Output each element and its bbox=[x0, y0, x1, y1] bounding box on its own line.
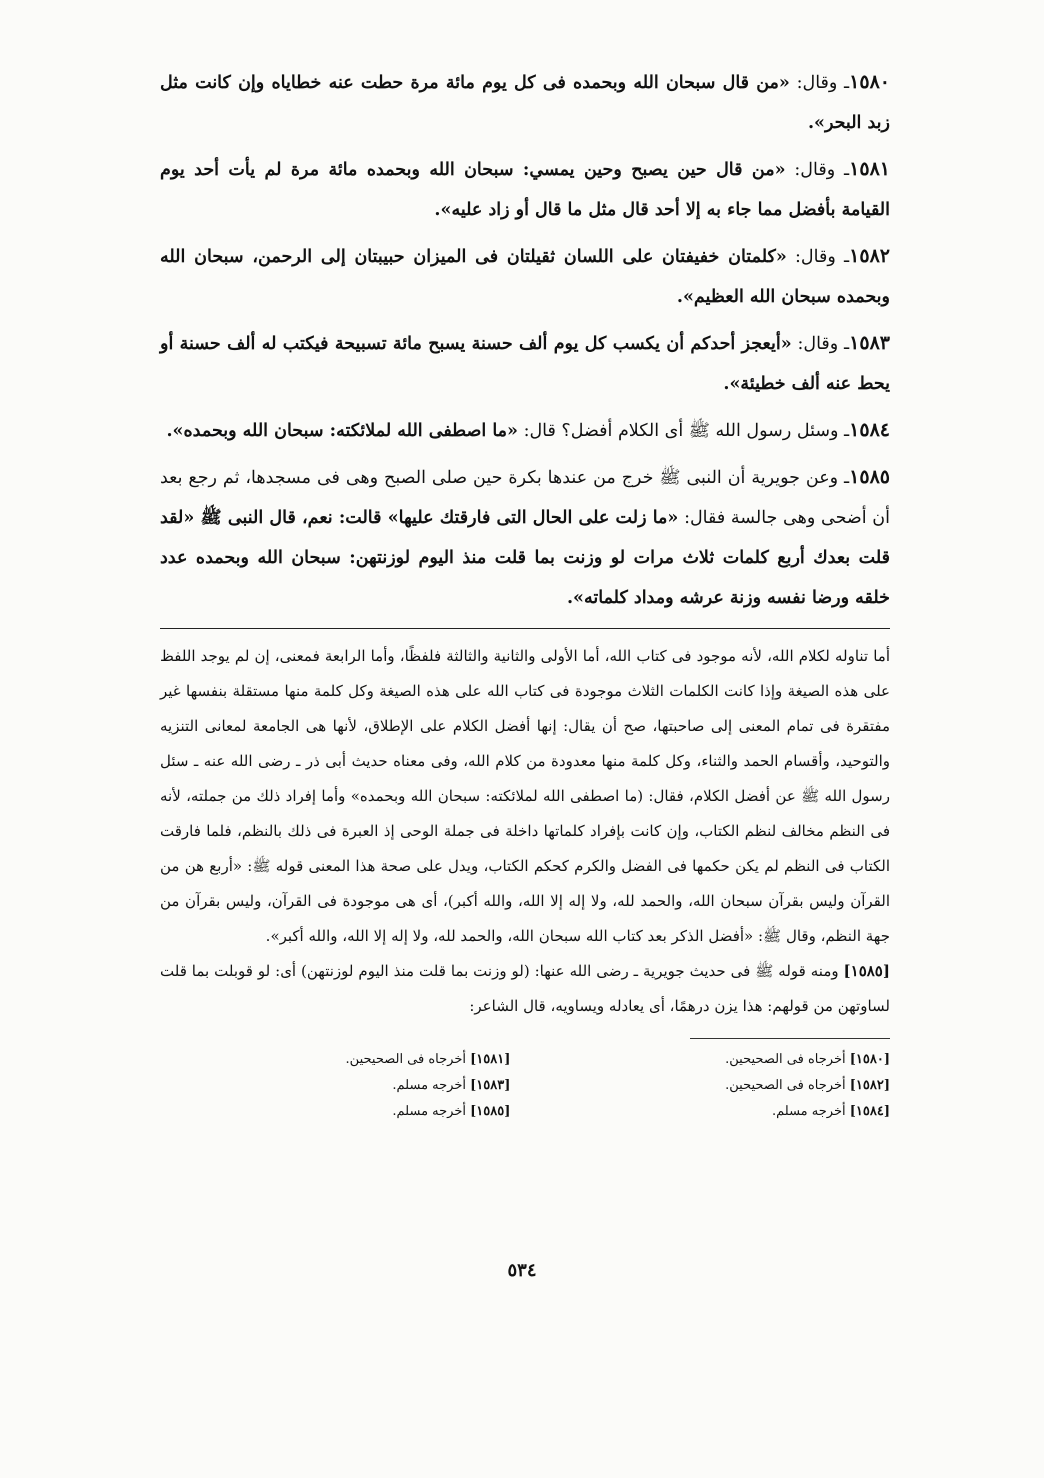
commentary-paragraph bbox=[160, 954, 890, 1024]
footnote-divider bbox=[690, 1038, 890, 1039]
footnote-text: أخرجاه فى الصحيحين. bbox=[725, 1078, 846, 1093]
footnote-text: أخرجاه فى الصحيحين. bbox=[725, 1052, 846, 1067]
footnote-ref: [١٥٨٥] bbox=[470, 1104, 511, 1119]
hadith-number: ١٥٨٣ bbox=[849, 332, 890, 354]
footnote bbox=[540, 1073, 890, 1099]
hadith-text: «أيعجز أحدكم أن يكسب كل يوم ألف حسنة يسبح مائة تسبيحة فيكتب له ألف حسنة أو يحط عنه ألف خطيئة». bbox=[160, 334, 890, 394]
hadith-number: ١٥٨٤ bbox=[849, 419, 890, 441]
hadith-1584 bbox=[160, 410, 890, 451]
hadith-number: ١٥٨٢ bbox=[849, 245, 890, 267]
footnote-text: أخرجه مسلم. bbox=[392, 1104, 466, 1119]
hadith-intro: ـ وقال: bbox=[794, 160, 850, 180]
footnotes bbox=[160, 1047, 890, 1125]
footnotes-left-column bbox=[160, 1047, 510, 1125]
footnote-ref: [١٥٨٢] bbox=[849, 1078, 890, 1093]
hadith-intro: ـ وعن جويرية أن النبى ﷺ خرج من عندها بكرة حين صلى الصبح وهى فى مسجدها، ثم رجع بعد أن أضحى وهى جالسة فقال: bbox=[160, 468, 890, 528]
hadith-intro: ـ وقال: bbox=[797, 334, 850, 354]
hadith-number: ١٥٨١ bbox=[849, 158, 890, 180]
hadith-1583 bbox=[160, 323, 890, 404]
section-divider bbox=[160, 628, 890, 629]
page-body bbox=[160, 62, 890, 1125]
commentary bbox=[160, 639, 890, 1024]
hadith-1582 bbox=[160, 236, 890, 317]
hadith-intro: ـ وسئل رسول الله ﷺ أى الكلام أفضل؟ قال: bbox=[523, 421, 850, 441]
hadith-text: «ما اصطفى الله لملائكته: سبحان الله وبحمده». bbox=[166, 421, 518, 441]
footnote bbox=[160, 1073, 510, 1099]
hadith-1581 bbox=[160, 149, 890, 230]
hadith-number: ١٥٨٥ bbox=[849, 466, 890, 488]
footnotes-right-column bbox=[540, 1047, 890, 1125]
hadith-intro: ـ وقال: bbox=[795, 247, 850, 267]
page-number: ٥٣٤ bbox=[507, 1260, 537, 1281]
hadith-1585 bbox=[160, 457, 890, 618]
hadith-number: ١٥٨٠ bbox=[849, 71, 890, 93]
hadith-text: «ما زلت على الحال التى فارقتك عليها» قالت: نعم، قال النبى ﷺ «لقد قلت بعدك أربع كلمات ثلاث مرات لو وزنت بما قلت منذ اليوم لوزنتهن: سبحان الله وبحمده عدد خلقه ورضا نفسه وزنة عرشه ومداد كلماته». bbox=[160, 508, 890, 608]
commentary-text: ومنه قوله ﷺ فى حديث جويرية ـ رضى الله عنها: (لو وزنت بما قلت منذ اليوم لوزنتهن) أى: لو قوبلت بما قلت لساوتهن من قولهم: هذا يزن درهمًا، أى يعادله ويساويه، قال الشاعر: bbox=[160, 962, 890, 1015]
footnote-text: أخرجه مسلم. bbox=[772, 1104, 846, 1119]
commentary-reference: [١٥٨٥] bbox=[843, 962, 890, 980]
footnote-ref: [١٥٨٣] bbox=[470, 1078, 511, 1093]
footnote-ref: [١٥٨١] bbox=[470, 1052, 511, 1067]
footnote bbox=[160, 1047, 510, 1073]
hadith-text: «كلمتان خفيفتان على اللسان ثقيلتان فى الميزان حبيبتان إلى الرحمن، سبحان الله وبحمده سبحان الله العظيم». bbox=[160, 247, 890, 307]
footnote-text: أخرجه مسلم. bbox=[392, 1078, 466, 1093]
footnote-ref: [١٥٨٤] bbox=[849, 1104, 890, 1119]
hadith-text: «من قال حين يصبح وحين يمسي: سبحان الله وبحمده مائة مرة لم يأت أحد يوم القيامة بأفضل مما جاء به إلا أحد قال مثل ما قال أو زاد عليه». bbox=[160, 160, 890, 220]
footnote bbox=[540, 1099, 890, 1125]
footnote-ref: [١٥٨٠] bbox=[849, 1052, 890, 1067]
hadith-intro: ـ وقال: bbox=[796, 73, 850, 93]
hadith-text: «من قال سبحان الله وبحمده فى كل يوم مائة مرة حطت عنه خطاياه وإن كانت مثل زبد البحر». bbox=[160, 73, 890, 133]
footnote bbox=[540, 1047, 890, 1073]
commentary-paragraph: أما تناوله لكلام الله، لأنه موجود فى كتاب الله، أما الأولى والثانية والثالثة فلفظًا، وأما الرابعة فمعنى، إن لم يوجد اللفظ على هذه الصيغة وإذا كانت الكلمات الثلاث موجودة فى كتاب الله على هذه الصيغة وكل كلمة منها مستقلة بنفسها غير مفتقرة فى تمام المعنى إلى صاحبتها، صح أن يقال: إنها أفضل الكلام على الإطلاق، لأنها هى الجامعة لمعانى التنزيه والتوحيد، وأقسام الحمد والثناء، وكل كلمة منها معدودة من كلام الله، وفى معناه حديث أبى ذر ـ رضى الله عنه ـ سئل رسول الله ﷺ عن أفضل الكلام، فقال: (ما اصطفى الله لملائكته: سبحان الله وبحمده» وأما إفراد ذلك من جملته، لأنه فى النظم مخالف لنظم الكتاب، وإن كانت بإفراد كلماتها داخلة فى جملة الوحى إذ العبرة فى ذلك بالنظم، فلما فارقت الكتاب فى النظم لم يكن حكمها فى الفضل والكرم كحكم الكتاب، ويدل على صحة هذا المعنى قوله ﷺ: «أربع هن من القرآن وليس بقرآن سبحان الله، والحمد لله، ولا إله إلا الله، والله أكبر)، أى هى موجودة فى القرآن، وليس بقرآن من جهة النظم، وقال ﷺ: «أفضل الذكر بعد كتاب الله سبحان الله، والحمد لله، ولا إله إلا الله، والله أكبر». bbox=[160, 647, 890, 945]
footnote bbox=[160, 1099, 510, 1125]
hadith-1580 bbox=[160, 62, 890, 143]
footnote-text: أخرجاه فى الصحيحين. bbox=[345, 1052, 466, 1067]
